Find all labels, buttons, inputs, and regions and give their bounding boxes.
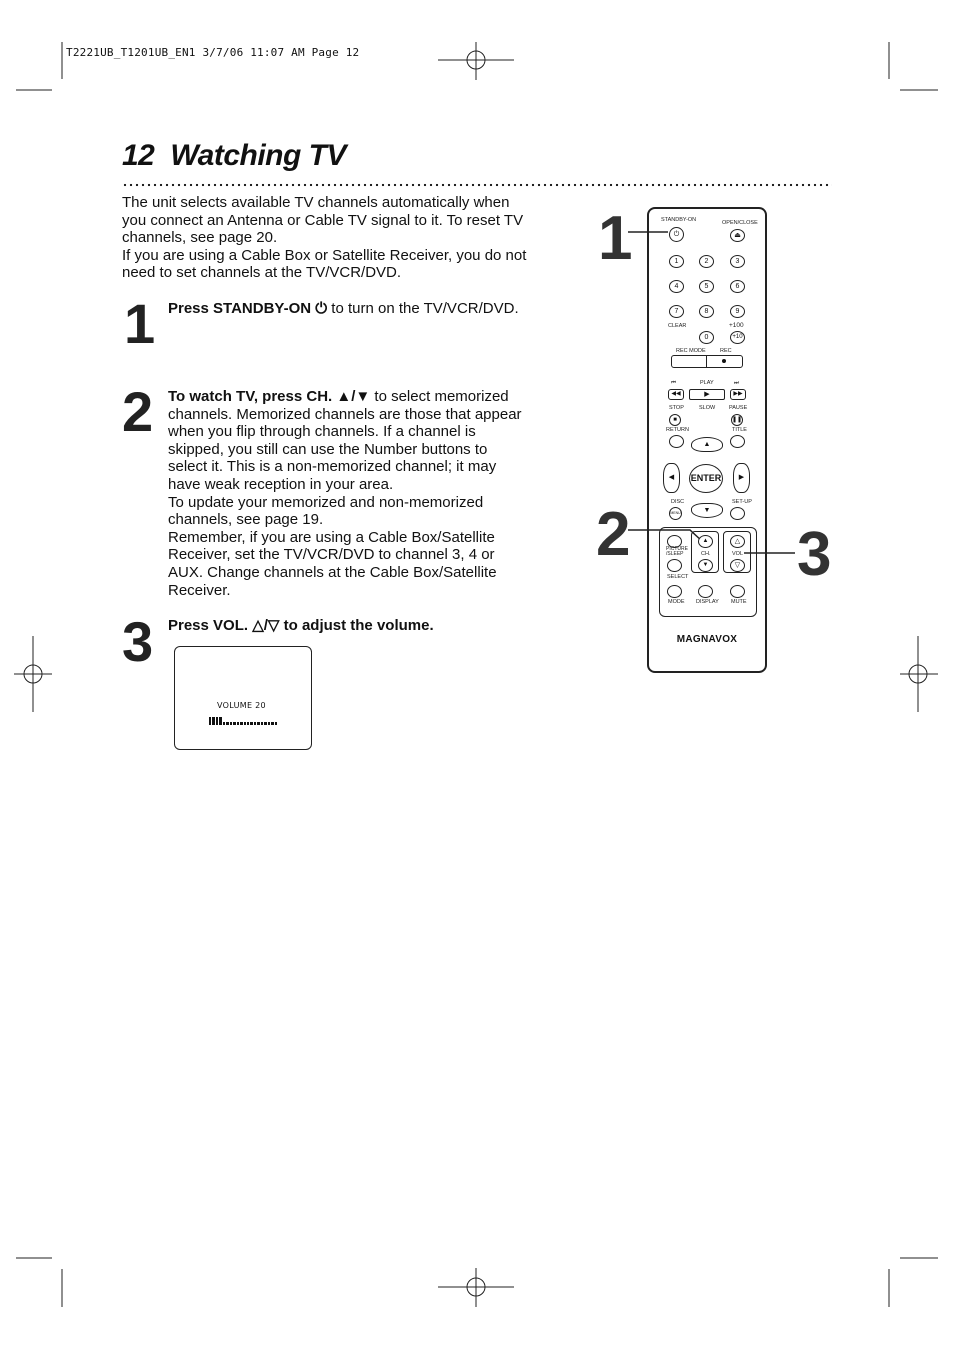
- callout-3: 3: [797, 520, 832, 589]
- mode-button[interactable]: [667, 585, 682, 598]
- digit-1-button[interactable]: 1: [669, 255, 684, 268]
- step-3-bold: Press VOL. △/▽ to adjust the volume.: [168, 617, 434, 634]
- disc-label: DISC: [671, 499, 685, 505]
- mode-label: MODE: [668, 599, 685, 605]
- step-2-number: 2: [122, 380, 154, 443]
- fast-forward-button[interactable]: ▶▶: [730, 389, 746, 400]
- digit-2-button[interactable]: 2: [699, 255, 714, 268]
- ch-down-button[interactable]: ▼: [698, 559, 713, 572]
- step-1-number: 1: [124, 292, 156, 355]
- ch-label: CH.: [701, 551, 711, 557]
- nav-right-button[interactable]: ▶: [733, 463, 750, 493]
- step-1-bold: Press STANDBY-ON ⏻: [168, 300, 328, 317]
- standby-label: STANDBY-ON: [661, 217, 697, 223]
- digit-8-button[interactable]: 8: [699, 305, 714, 318]
- digit-5-button[interactable]: 5: [699, 280, 714, 293]
- brand-logo: MAGNAVOX: [676, 634, 738, 645]
- title-label: TITLE: [732, 427, 747, 433]
- rec-label: REC: [720, 348, 732, 354]
- remote-control-illustration: [647, 207, 767, 673]
- step-3-number: 3: [122, 610, 154, 673]
- intro-line-1: The unit selects available TV channels automatically when you connect an Antenna or Cable TV signal to it. To reset TV channels, see page 20.: [122, 194, 524, 247]
- zero-button[interactable]: 0: [699, 331, 714, 344]
- rewind-button[interactable]: ◀◀: [668, 389, 684, 400]
- display-label: DISPLAY: [696, 599, 719, 605]
- rec-dot-icon: [722, 359, 726, 363]
- callout-2: 2: [596, 500, 631, 569]
- print-slug: T2221UB_T1201UB_EN1 3/7/06 11:07 AM Page 12: [66, 46, 360, 59]
- slow-label: SLOW: [699, 405, 716, 411]
- nav-up-button[interactable]: ▲: [691, 437, 723, 452]
- return-label: RETURN: [666, 427, 689, 433]
- clear-label: CLEAR: [668, 323, 687, 329]
- rec-mode-label: REC MODE: [676, 348, 706, 354]
- digit-6-button[interactable]: 6: [730, 280, 745, 293]
- title-button[interactable]: [730, 435, 745, 448]
- open-close-label: OPEN/CLOSE: [722, 220, 758, 226]
- disc-menu-button[interactable]: MENU: [669, 507, 682, 520]
- picture-sleep-label: PICTURE /SLEEP: [666, 546, 688, 557]
- step-2-para-2: To update your memorized and non-memorized channels, see page 19.: [168, 493, 484, 529]
- pause-button[interactable]: ❚❚: [731, 414, 743, 426]
- stop-label: STOP: [669, 405, 684, 411]
- setup-button[interactable]: [730, 507, 745, 520]
- step-1-rest: to turn on the TV/VCR/DVD.: [327, 300, 519, 317]
- play-label: PLAY: [700, 380, 714, 386]
- setup-label: SET-UP: [732, 499, 752, 505]
- rec-mode-rec-bar[interactable]: [671, 355, 743, 368]
- mute-button[interactable]: [730, 585, 745, 598]
- step-2-bold: To watch TV, press CH. ▲/▼: [168, 388, 371, 405]
- plus100-label: +100: [729, 322, 744, 329]
- play-button[interactable]: ▶: [689, 389, 725, 400]
- skip-forward-icon: ⏭: [734, 380, 739, 386]
- vol-up-button[interactable]: △: [730, 535, 745, 548]
- digit-3-button[interactable]: 3: [730, 255, 745, 268]
- select-button[interactable]: [667, 559, 682, 572]
- intro-line-2: If you are using a Cable Box or Satellite Receiver, you do not need to set channels at the TV/VCR/DVD.: [122, 246, 527, 282]
- select-label: SELECT: [667, 574, 689, 580]
- display-button[interactable]: [698, 585, 713, 598]
- enter-button[interactable]: ENTER: [689, 464, 723, 493]
- pause-label: PAUSE: [729, 405, 748, 411]
- vol-label: VOL: [732, 551, 744, 557]
- volume-osd-label: VOLUME 20: [217, 701, 266, 710]
- digit-9-button[interactable]: 9: [730, 305, 745, 318]
- skip-back-icon: ⏮: [671, 380, 676, 386]
- nav-down-button[interactable]: ▼: [691, 503, 723, 518]
- plus10-button[interactable]: +10: [730, 331, 745, 344]
- callout-1: 1: [598, 204, 633, 273]
- stop-button[interactable]: ■: [669, 414, 681, 426]
- nav-left-button[interactable]: ◀: [663, 463, 680, 493]
- vol-down-button[interactable]: ▽: [730, 559, 745, 572]
- standby-power-button[interactable]: ⏻: [669, 227, 684, 242]
- step-2-rest: to select memorized channels. Memorized channels are those that appear when you flip through channels. If a channel is skipped, you still can use the Number buttons to select it. This is a non-memorized channel; it may have weak reception in your area.: [168, 388, 522, 493]
- digit-7-button[interactable]: 7: [669, 305, 684, 318]
- return-button[interactable]: [669, 435, 684, 448]
- mute-label: MUTE: [731, 599, 747, 605]
- step-2-para-3: Remember, if you are using a Cable Box/Satellite Receiver, set the TV/VCR/DVD to channel 3, 4 or AUX. Change channels at the Cable Box/Satellite Receiver.: [168, 528, 497, 599]
- open-close-button[interactable]: ⏏: [730, 229, 745, 242]
- ch-up-button[interactable]: ▲: [698, 535, 713, 548]
- page-number: 12: [122, 139, 155, 172]
- page-title-text: Watching TV: [170, 139, 346, 172]
- digit-4-button[interactable]: 4: [669, 280, 684, 293]
